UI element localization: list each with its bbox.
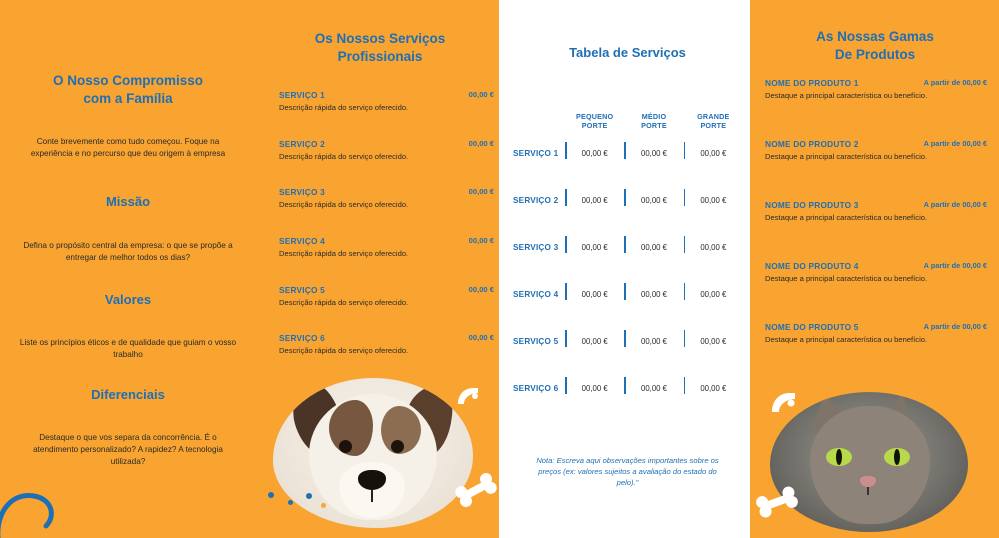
table-row [513, 130, 743, 177]
table-col-large [684, 112, 743, 130]
table-row [513, 271, 743, 318]
table-row [513, 177, 743, 224]
differentials-body: Destaque o que vos separa da concorrência. É o atendimento personalizado? A rapidez? A tecnologia utilizada? [33, 433, 223, 466]
service-item [279, 285, 494, 307]
product-name: NOME DO PRODUTO 5 [765, 322, 859, 332]
table-row [513, 365, 743, 412]
table-title: Tabela de Serviços [569, 45, 686, 60]
differentials-heading: Diferenciais [91, 387, 165, 402]
product-desc: Destaque a principal característica ou benefício. [765, 152, 928, 161]
table-cell: 00,00 € [565, 290, 624, 299]
squiggle-decoration [0, 482, 64, 538]
about-heading-line1: O Nosso Compromisso [52, 73, 204, 88]
service-name: SERVIÇO 5 [279, 285, 325, 295]
dog-photo [273, 378, 473, 528]
mission-body: Defina o propósito central da empresa: o que se propõe a entregar de melhor todos os dias? [23, 241, 233, 262]
service-item [279, 90, 494, 112]
table-note: Nota: Escreva aqui observações importantes sobre os preços (ex: valores sujeitos a avaliação do estado do pelo)." [536, 456, 719, 487]
panel-price-table [505, 0, 750, 538]
service-name: SERVIÇO 1 [279, 90, 325, 100]
product-desc: Destaque a principal característica ou benefício. [765, 91, 928, 100]
table-cell: 00,00 € [565, 243, 624, 252]
product-name: NOME DO PRODUTO 1 [765, 78, 859, 88]
product-desc: Destaque a principal característica ou benefício. [765, 274, 928, 283]
table-col-large-line1: GRANDE [697, 112, 730, 121]
table-cell: 00,00 € [684, 196, 743, 205]
table-row-label: SERVIÇO 5 [513, 337, 559, 346]
table-cell: 00,00 € [565, 196, 624, 205]
product-desc: Destaque a principal característica ou benefício. [765, 213, 928, 222]
about-heading-line2: com a Família [83, 91, 173, 107]
dot-decoration [321, 503, 326, 508]
table-cell: 00,00 € [684, 243, 743, 252]
table-cell: 00,00 € [565, 149, 624, 158]
table-cell: 00,00 € [684, 149, 743, 158]
table-row-label: SERVIÇO 4 [513, 290, 559, 299]
cat-head [810, 406, 930, 524]
product-name: NOME DO PRODUTO 4 [765, 261, 859, 271]
service-desc: Descrição rápida do serviço oferecido. [279, 249, 409, 258]
product-price: A partir de 00,00 € [923, 261, 987, 270]
table-cell: 00,00 € [565, 337, 624, 346]
bone-icon [452, 470, 500, 510]
product-item [765, 322, 987, 345]
about-body: Conte brevemente como tudo começou. Foque na experiência e no percurso que deu origem à empresa [30, 137, 226, 158]
table-cell: 00,00 € [565, 384, 624, 393]
services-title-line2: Profissionais [337, 49, 423, 65]
table-row-label: SERVIÇO 6 [513, 384, 559, 393]
service-item [279, 236, 494, 258]
table-row-label: SERVIÇO 2 [513, 196, 559, 205]
product-price: A partir de 00,00 € [923, 322, 987, 331]
service-price: 00,00 € [468, 187, 494, 196]
product-item [765, 261, 987, 284]
price-table [513, 100, 743, 412]
service-name: SERVIÇO 6 [279, 333, 325, 343]
table-cell: 00,00 € [624, 196, 683, 205]
dog-mouth [371, 490, 373, 502]
product-item [765, 78, 987, 101]
product-name: NOME DO PRODUTO 3 [765, 200, 859, 210]
table-col-medium [624, 112, 683, 130]
service-price: 00,00 € [468, 236, 494, 245]
table-cell: 00,00 € [624, 243, 683, 252]
mission-heading: Missão [105, 194, 151, 209]
dog-eye-left [339, 440, 352, 453]
table-cell: 00,00 € [624, 384, 683, 393]
values-heading: Valores [104, 292, 152, 307]
table-row-label: SERVIÇO 1 [513, 149, 559, 158]
products-title [765, 28, 985, 64]
cat-pupil-left [836, 449, 842, 465]
table-cell: 00,00 € [624, 337, 683, 346]
dot-decoration [306, 493, 312, 499]
product-price: A partir de 00,00 € [923, 200, 987, 209]
table-col-large-line2: PORTE [700, 121, 727, 130]
dog-eye-right [391, 440, 404, 453]
dot-decoration [268, 492, 274, 498]
cat-pupil-right [894, 449, 900, 465]
service-price: 00,00 € [468, 333, 494, 342]
service-desc: Descrição rápida do serviço oferecido. [279, 200, 409, 209]
bone-icon [752, 482, 802, 522]
table-cell: 00,00 € [624, 290, 683, 299]
services-title [270, 30, 490, 66]
service-desc: Descrição rápida do serviço oferecido. [279, 346, 409, 355]
table-cell: 00,00 € [684, 337, 743, 346]
table-col-medium-line2: PORTE [641, 121, 667, 130]
service-price: 00,00 € [468, 285, 494, 294]
product-item [765, 139, 987, 162]
dot-decoration [288, 500, 293, 505]
table-row-label: SERVIÇO 3 [513, 243, 559, 252]
table-row [513, 224, 743, 271]
products-title-line1: As Nossas Gamas [816, 29, 934, 44]
service-item [279, 333, 494, 355]
about-heading [18, 72, 238, 108]
service-desc: Descrição rápida do serviço oferecido. [279, 152, 409, 161]
product-desc: Destaque a principal característica ou benefício. [765, 335, 928, 344]
product-name: NOME DO PRODUTO 2 [765, 139, 859, 149]
service-name: SERVIÇO 2 [279, 139, 325, 149]
spacer [440, 68, 441, 69]
service-price: 00,00 € [468, 139, 494, 148]
table-header-row [513, 100, 743, 130]
cat-mouth [867, 487, 869, 495]
services-title-line1: Os Nossos Serviços [314, 31, 446, 46]
panel-about [0, 0, 255, 538]
service-price: 00,00 € [468, 90, 494, 99]
product-item [765, 200, 987, 223]
table-cell: 00,00 € [624, 149, 683, 158]
service-name: SERVIÇO 3 [279, 187, 325, 197]
table-col-medium-line1: MÉDIO [641, 112, 667, 121]
table-cell: 00,00 € [684, 384, 743, 393]
table-col-small [565, 112, 624, 130]
table-cell: 00,00 € [684, 290, 743, 299]
product-price: A partir de 00,00 € [923, 139, 987, 148]
service-item [279, 139, 494, 161]
service-name: SERVIÇO 4 [279, 236, 325, 246]
service-desc: Descrição rápida do serviço oferecido. [279, 103, 409, 112]
collar-icon [455, 386, 481, 408]
table-col-small-line1: PEQUENO [575, 112, 614, 121]
service-item [279, 187, 494, 209]
table-col-small-line2: PORTE [581, 121, 608, 130]
products-title-line2: De Produtos [834, 47, 916, 63]
product-price: A partir de 00,00 € [923, 78, 987, 87]
service-desc: Descrição rápida do serviço oferecido. [279, 298, 409, 307]
values-body: Liste os princípios éticos e de qualidade que guiam o vosso trabalho [19, 338, 237, 359]
table-row [513, 318, 743, 365]
dog-illustration [273, 378, 473, 528]
